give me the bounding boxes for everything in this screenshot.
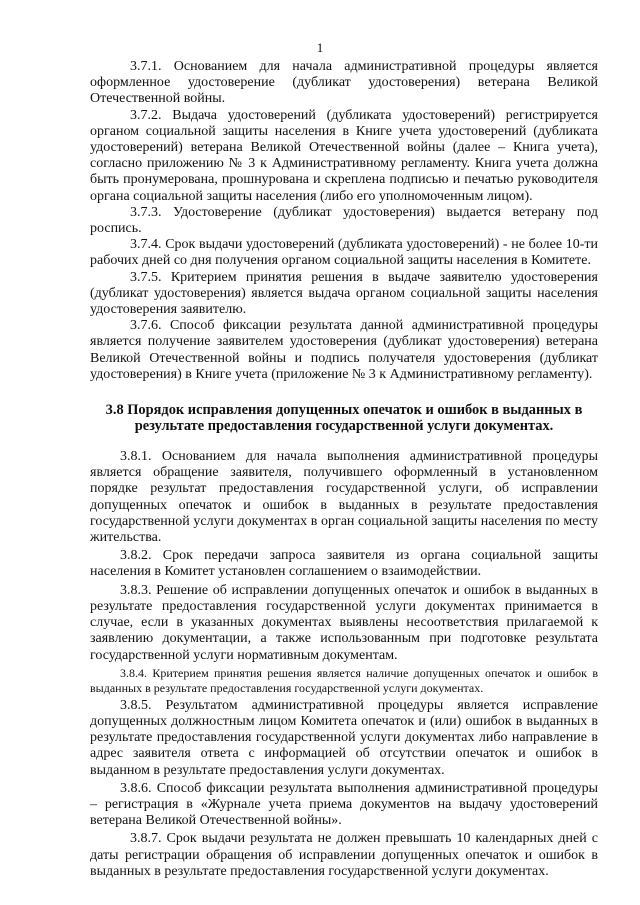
paragraph-3-7-6: 3.7.6. Способ фиксации результата данной административной процедуры является получение заявителем удостоверения (дубликат удостоверения) ветерана Великой Отечественной войны и подпись получателя удостоверения (дубликат удостоверения) в Книге учета (приложение № 3 к Административному регламенту). (90, 318, 598, 382)
section-3-8-heading: 3.8 Порядок исправления допущенных опечаток и ошибок в выданных в результате предоставления государственной услуги документах. (105, 402, 583, 435)
paragraph-3-8-6: 3.8.6. Способ фиксации результата выполнения административной процедуры – регистрация в «Журнале учета приема документов на выдачу удостоверений ветерана Великой Отечественной войны». (90, 780, 598, 829)
paragraph-3-7-5: 3.7.5. Критерием принятия решения в выдаче заявителю удостоверения (дубликат удостоверения) является выдача органом социальной защиты населения удостоверения заявителю. (90, 269, 598, 318)
section-3-7 (90, 59, 598, 383)
paragraph-3-8-2: 3.8.2. Срок передачи запроса заявителя из органа социальной защиты населения в Комитет установлен соглашением о взаимодействии. (90, 548, 598, 580)
paragraph-3-7-4: 3.7.4. Срок выдачи удостоверений (дубликата удостоверений) - не более 10-ти рабочих дней со дня получения органом социальной защиты населения в Комитете. (90, 237, 598, 269)
paragraph-3-8-4: 3.8.4. Критерием принятия решения является наличие допущенных опечаток и ошибок в выданных в результате предоставления государственной услуги документах. (90, 665, 598, 695)
paragraph-3-7-2: 3.7.2. Выдача удостоверений (дубликата удостоверений) регистрируется органом социальной защиты населения в Книге учета удостоверений (дубликата удостоверений) ветерана Великой Отечественной войны (далее – Книга учета), согласно приложению № 3 к Административному регламенту. Книга учета должна быть пронумерована, прошнурована и скреплена подписью и печатью руководителя органа социальной защиты населения (либо его уполномоченным лицом). (90, 107, 598, 204)
paragraph-3-7-3: 3.7.3. Удостоверение (дубликат удостоверения) выдается ветерану под роспись. (90, 204, 598, 237)
document-body (90, 59, 598, 882)
paragraph-3-7-1: 3.7.1. Основанием для начала административной процедуры является оформленное удостоверение (дубликат удостоверения) ветерана Великой Отечественной войны. (90, 59, 598, 107)
paragraph-3-8-7: 3.8.7. Срок выдачи результата не должен превышать 10 календарных дней с даты регистрации обращения об исправлении допущенных опечаток и ошибок в выданных в результате предоставления государственной услуги документах. (90, 831, 598, 879)
page-number: 1 (316, 40, 324, 55)
section-3-8 (90, 449, 598, 880)
paragraph-3-8-5: 3.8.5. Результатом административной процедуры является исправление допущенных должностным лицом Комитета опечаток и (или) ошибок в выданных в результате предоставления государственной услуги документах либо направление в адрес заявителя ответа с информацией об отсутствии опечаток и ошибок в выданном в результате предоставления услуги документах. (90, 697, 598, 778)
paragraph-3-8-3: 3.8.3. Решение об исправлении допущенных опечаток и ошибок в выданных в результате предоставления государственной услуги документах принимается в случае, если в указанных документах выявлены несоответствия прилагаемой к заявлению документации, а также использованным при подготовке результата государственной услуги нормативным документам. (90, 582, 598, 663)
paragraph-3-8-1: 3.8.1. Основанием для начала выполнения административной процедуры является обращение заявителя, получившего оформленный в установленном порядке результат предоставления государственной услуги, об исправлении допущенных опечаток и ошибок в выданных в результате предоставления государственной услуги документах в орган социальной защиты населения по месту жительства. (90, 449, 598, 546)
